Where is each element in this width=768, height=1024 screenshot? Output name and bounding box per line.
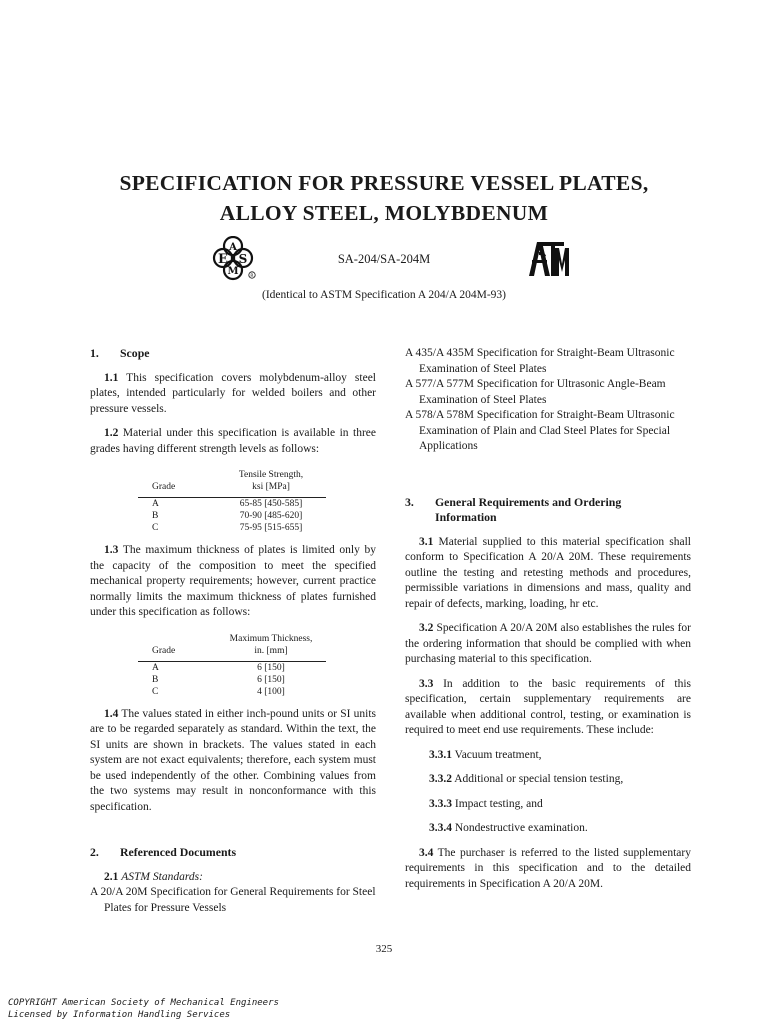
reference-a435: A 435/A 435M Specification for Straight-Beam Ultrasonic Examination of Steel Plates	[405, 347, 675, 375]
section-1-number: 1.	[90, 346, 99, 360]
subitem-3-3-2-number: 3.3.2	[429, 773, 452, 785]
paragraph-3-1-text: Material supplied to this material specification shall conform to Specification A 20/A 20M. These requirements outline the testing and retesting methods and procedures, permissible variations in dimensions and mass, quality and repair of defects, marking, loading, hr etc.	[405, 535, 691, 610]
svg-text:A: A	[229, 242, 237, 253]
table-header-grade: Grade	[152, 645, 176, 656]
svg-text:E: E	[218, 252, 228, 267]
paragraph-1-1-number: 1.1	[104, 371, 119, 384]
table-cell-value: 75-95 [515-655]	[239, 523, 303, 533]
paragraph-1-3-number: 1.3	[104, 544, 119, 556]
svg-text:R: R	[250, 274, 254, 279]
subitem-3-3-1	[405, 748, 691, 764]
paragraph-3-2-number: 3.2	[419, 622, 434, 634]
paragraph-3-2	[405, 621, 691, 668]
table-cell-grade: A	[152, 662, 159, 673]
paragraph-1-1-text: This specification covers molybdenum-alloy steel plates, intended particularly for welded boilers and other pressure vessels.	[90, 371, 376, 415]
section-3-title-line1: General Requirements and Ordering	[435, 494, 622, 509]
paragraph-3-3-text: In addition to the basic requirements of this specification, certain supplementary requirements are available when additional control, testing, or examination is required to meet end use requirements. These include:	[405, 677, 691, 736]
table-cell-grade: B	[152, 674, 159, 685]
tensile-strength-table	[138, 469, 326, 534]
section-3-title	[435, 495, 621, 526]
table-cell-grade: A	[152, 499, 159, 509]
table-cell-grade: C	[152, 686, 159, 697]
paragraph-2-1	[90, 870, 376, 886]
maximum-thickness-table	[138, 633, 326, 698]
paragraph-1-2	[90, 426, 376, 457]
paragraph-3-4	[405, 846, 691, 893]
section-3-title-line2: Information	[435, 510, 497, 524]
table-row	[138, 662, 326, 674]
identical-note: (Identical to ASTM Specification A 204/A 204M-93)	[261, 289, 507, 301]
document-title	[0, 168, 768, 228]
table-row	[138, 674, 326, 686]
section-3-heading	[405, 495, 691, 526]
copyright-notice	[8, 998, 279, 1021]
table-cell-value: 4 [100]	[257, 686, 285, 697]
paragraph-2-1-number: 2.1	[104, 870, 119, 883]
subitem-3-3-3	[405, 797, 691, 813]
paragraph-3-4-text: The purchaser is referred to the listed supplementary requirements in this specification and to the detailed requirements in Specification A 20/A 20M.	[405, 846, 691, 890]
paragraph-3-3	[405, 677, 691, 739]
paragraph-1-1	[90, 371, 376, 418]
paragraph-3-2-text: Specification A 20/A 20M also establishes the rules for the ordering information that should be complied with when purchasing material to this specification.	[405, 622, 691, 665]
subitem-3-3-2	[405, 772, 691, 788]
paragraph-1-4-text: The values stated in either inch-pound units or SI units are to be regarded separately as standard. Within the text, the SI units are shown in brackets. The values stated in each system are not exact equivalents; therefore, each system must be used independently of the other. Combining values from the two systems may result in nonconformance with this specification.	[90, 707, 376, 813]
table-cell-grade: B	[152, 511, 159, 521]
table-header-tensile-line1: Tensile Strength,	[238, 470, 304, 480]
table-row	[138, 510, 326, 522]
section-2-title: Referenced Documents	[120, 845, 237, 859]
page-number: 325	[375, 943, 393, 955]
paragraph-3-1	[405, 535, 691, 613]
left-column	[90, 346, 376, 916]
paragraph-1-3-text: The maximum thickness of plates is limited only by the capacity of the composition to meet the specified mechanical property requirements; however, current practice normally limits the maximum thickness of plates furnished under this specification as follows:	[90, 544, 376, 618]
section-2-heading	[90, 845, 376, 861]
paragraph-3-3-number: 3.3	[419, 677, 434, 690]
right-column	[405, 346, 691, 892]
subitem-3-3-1-number: 3.3.1	[429, 748, 452, 761]
reference-a20: A 20/A 20M Specification for General Requirements for Steel Plates for Pressure Vessels	[90, 886, 376, 914]
reference-a577: A 577/A 577M Specification for Ultrasonic Angle-Beam Examination of Steel Plates	[405, 378, 666, 406]
section-1-heading	[90, 346, 376, 362]
title-line-1: SPECIFICATION FOR PRESSURE VESSEL PLATES,	[119, 171, 649, 195]
table-header-thickness	[216, 633, 326, 657]
table-cell-value: 6 [150]	[257, 674, 285, 685]
copyright-line-2: Licensed by Information Handling Services	[8, 1009, 231, 1020]
paragraph-1-3	[90, 543, 376, 621]
copyright-line-1: COPYRIGHT American Society of Mechanical Engineers	[8, 998, 279, 1008]
designation: SA-204/SA-204M	[337, 252, 431, 266]
paragraph-2-1-label: ASTM Standards:	[121, 870, 203, 883]
table-header-tensile-line2: ksi [MPa]	[252, 482, 290, 492]
astm-logo	[525, 238, 571, 287]
table-header-tensile	[216, 469, 326, 493]
section-3-number: 3.	[405, 494, 414, 509]
reference-a578: A 578/A 578M Specification for Straight-Beam Ultrasonic Examination of Plain and Clad Steel Plates for Special Applications	[405, 409, 675, 452]
section-2-number: 2.	[90, 845, 99, 859]
table-cell-value: 6 [150]	[257, 662, 285, 673]
table-header-thickness-line1: Maximum Thickness,	[229, 633, 313, 644]
paragraph-1-4-number: 1.4	[104, 707, 119, 720]
svg-text:S: S	[238, 252, 248, 266]
subitem-3-3-4-number: 3.3.4	[429, 822, 452, 834]
subitem-3-3-1-text: Vacuum treatment,	[452, 748, 542, 761]
paragraph-1-4	[90, 707, 376, 816]
subitem-3-3-4	[405, 821, 691, 837]
subitem-3-3-3-number: 3.3.3	[429, 797, 452, 810]
paragraph-1-2-number: 1.2	[104, 427, 119, 439]
section-1-title: Scope	[120, 346, 150, 360]
table-row	[138, 686, 326, 698]
table-cell-grade: C	[152, 523, 159, 533]
subitem-3-3-4-text: Nondestructive examination.	[452, 822, 588, 834]
paragraph-3-4-number: 3.4	[419, 846, 434, 859]
svg-text:M: M	[227, 266, 239, 277]
subitem-3-3-3-text: Impact testing, and	[452, 797, 543, 810]
astm-logo-graphic	[525, 238, 571, 282]
table-row	[138, 498, 326, 510]
table-row	[138, 522, 326, 534]
subitem-3-3-2-text: Additional or special tension testing,	[452, 773, 624, 785]
table-header-thickness-line2: in. [mm]	[254, 645, 288, 656]
table-cell-value: 65-85 [450-585]	[239, 499, 303, 509]
paragraph-3-1-number: 3.1	[419, 535, 434, 548]
title-line-2: ALLOY STEEL, MOLYBDENUM	[219, 201, 549, 225]
table-cell-value: 70-90 [485-620]	[239, 511, 303, 521]
paragraph-1-2-text: Material under this specification is available in three grades having different strength levels as follows:	[90, 427, 376, 455]
table-header-grade: Grade	[152, 482, 176, 492]
